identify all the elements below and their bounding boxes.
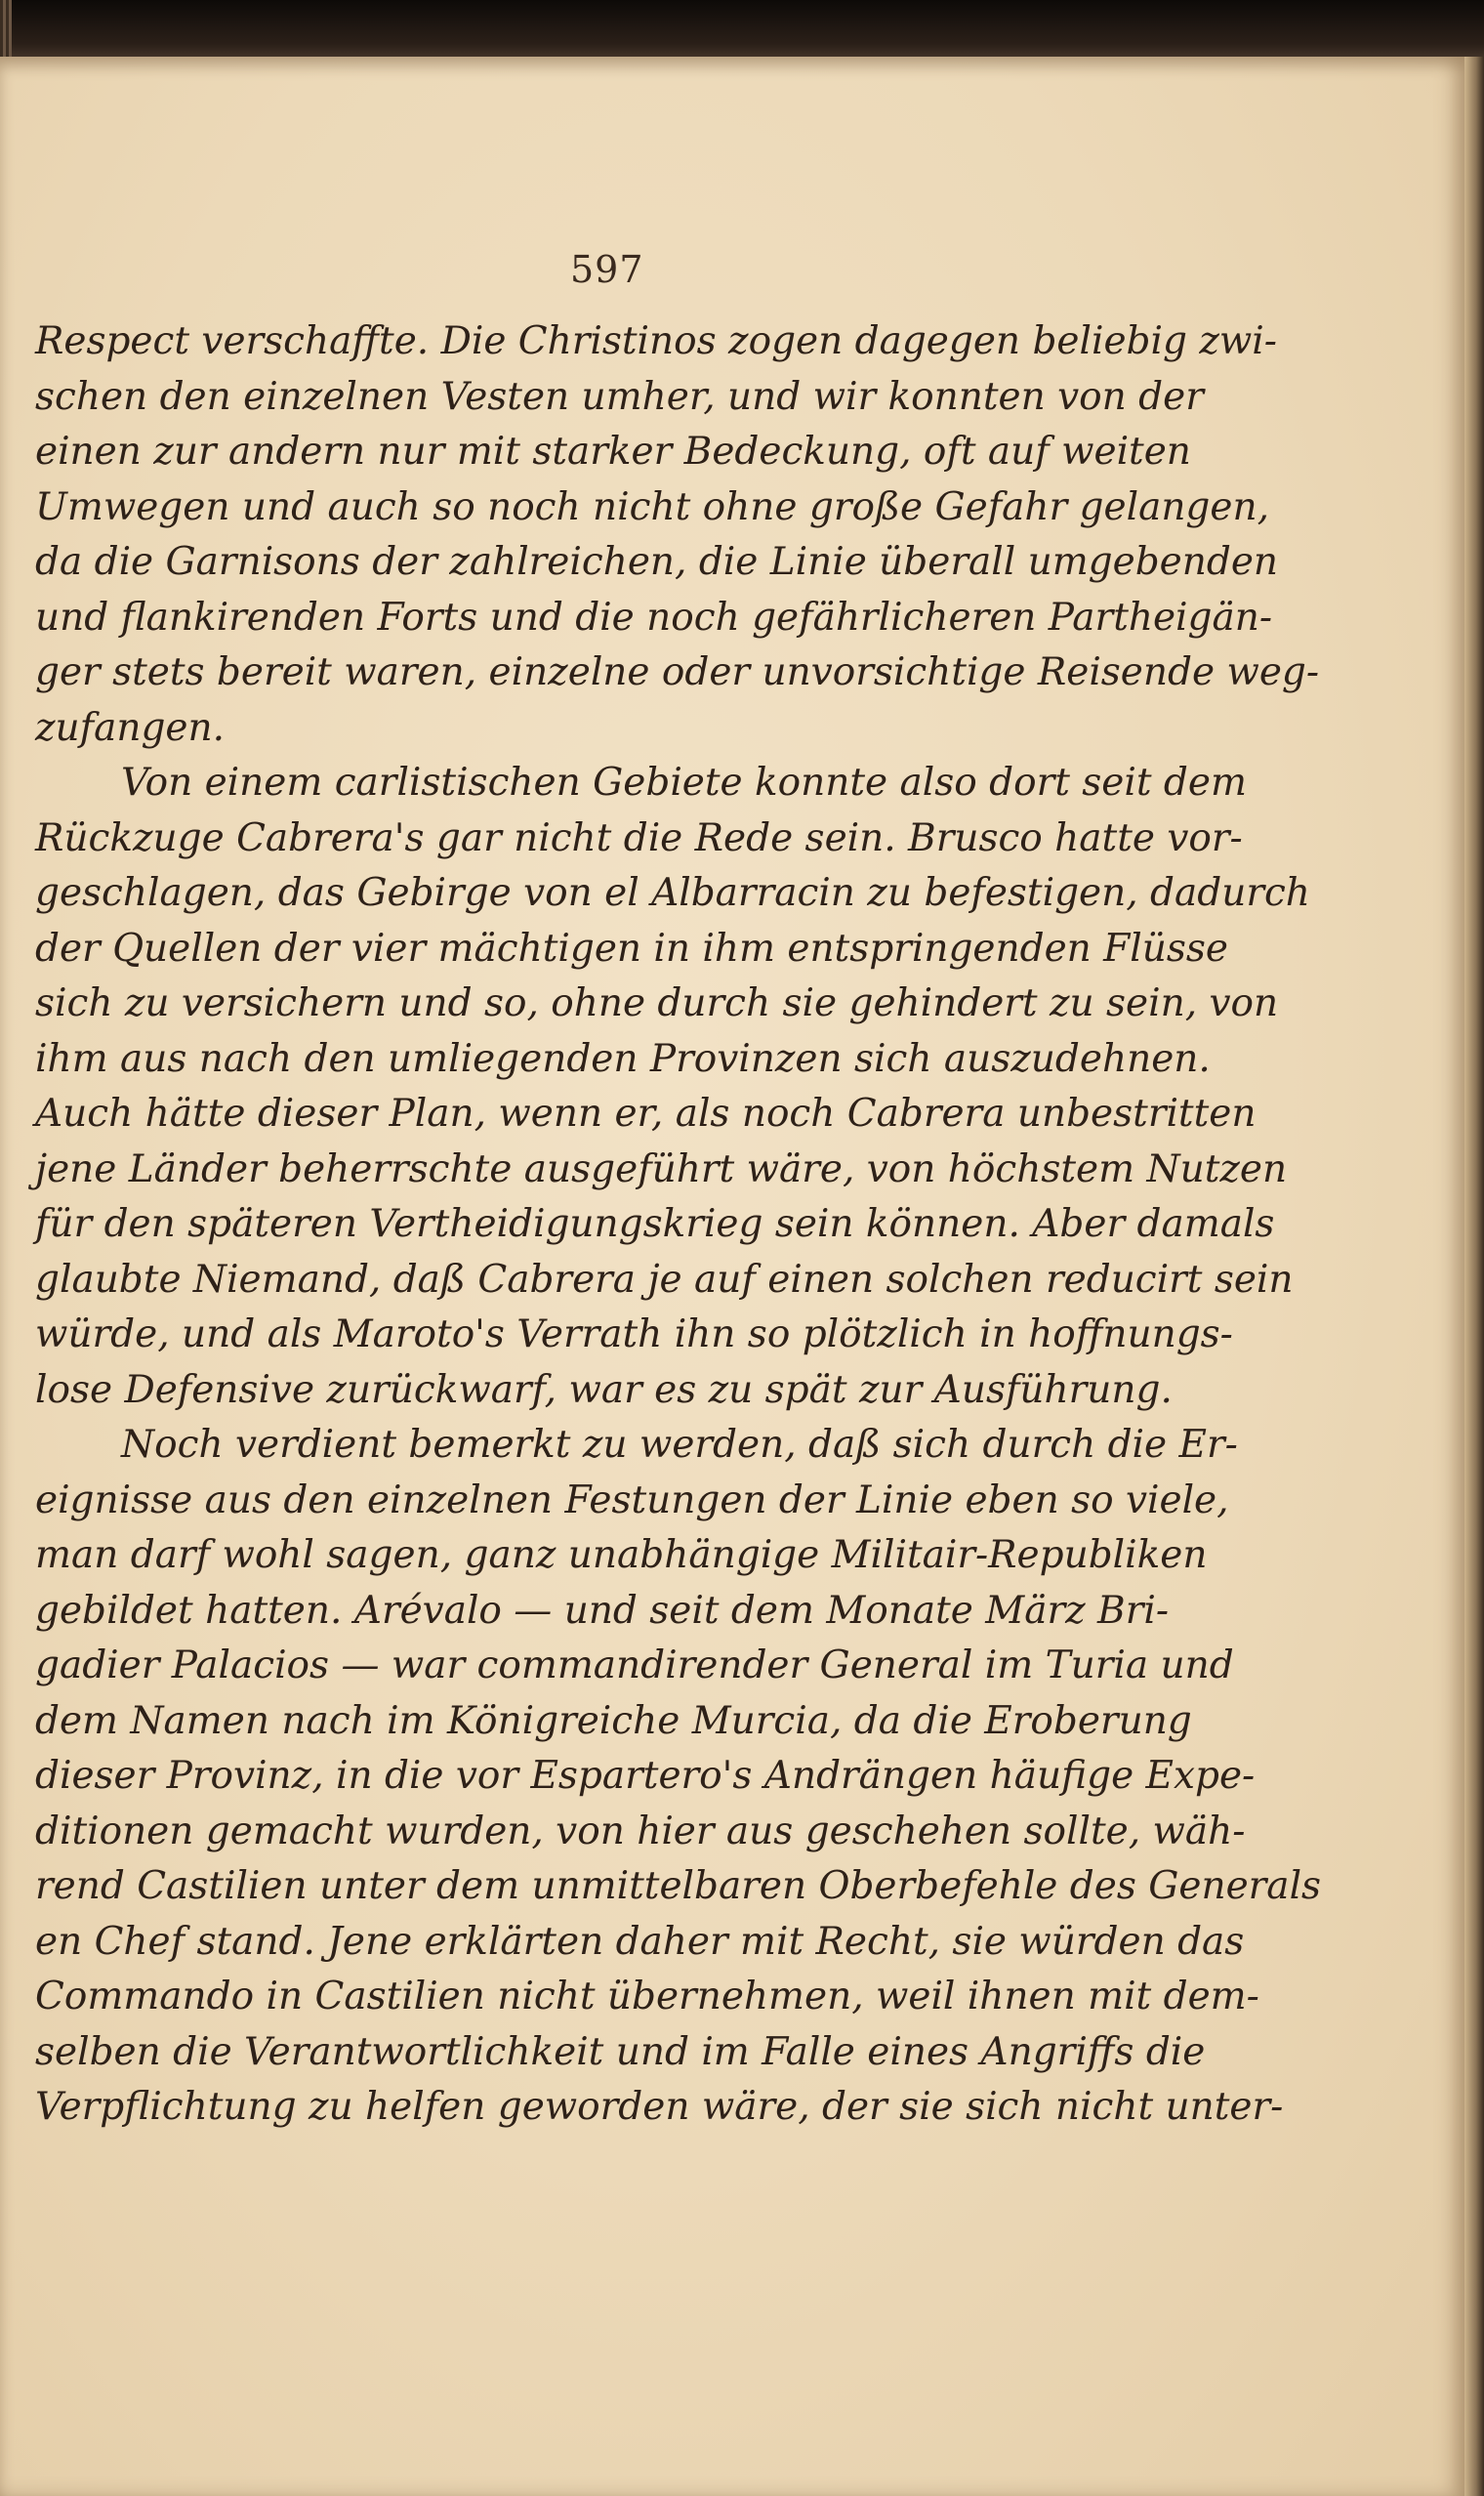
text-line: da die Garnisons der zahlreichen, die Linie überall umgebenden [35,540,1279,584]
text-line: en Chef stand. Jene erklärten daher mit Recht, sie würden das [35,1919,1245,1964]
text-line: schen den einzelnen Vesten umher, und wir konnten von der [35,374,1204,419]
text-line: Umwegen und auch so noch nicht ohne große Gefahr gelangen, [35,484,1269,529]
text-line: Commando in Castilien nicht übernehmen, weil ihnen mit dem- [35,1975,1259,2018]
page-number: 597 [570,248,644,291]
text-line: selben die Verantwortlichkeit und im Falle eines Angriffs die [35,2029,1206,2074]
text-line: ditionen gemacht wurden, von hier aus geschehen sollte, wäh- [35,1809,1246,1853]
page-edge [1464,57,1484,2496]
book-spine [0,0,12,62]
text-line: rend Castilien unter dem unmittelbaren Oberbefehle des Generals [35,1864,1322,1908]
text-line: gebildet hatten. Arévalo — und seit dem Monate März Bri- [35,1588,1170,1633]
scan-top-border [0,0,1484,62]
text-line: Von einem carlistischen Gebiete konnte also dort seit dem [121,761,1247,805]
text-line: und flankirenden Forts und die noch gefährlicheren Partheigän- [35,595,1273,640]
text-line: lose Defensive zurückwarf, war es zu spät zur Ausführung. [35,1367,1173,1412]
text-line: sich zu versichern und so, ohne durch sie gehindert zu sein, von [35,981,1279,1025]
text-line: einen zur andern nur mit starker Bedeckung, oft auf weiten [35,430,1191,474]
text-line: ger stets bereit waren, einzelne oder unvorsichtige Reisende weg- [35,650,1320,694]
text-line: ihm aus nach den umliegenden Provinzen sich auszudehnen. [35,1036,1211,1081]
text-line: Auch hätte dieser Plan, wenn er, als noch Cabrera unbestritten [35,1092,1257,1136]
text-line: dem Namen nach im Königreiche Murcia, da die Eroberung [35,1698,1192,1743]
text-line: Rückzuge Cabrera's gar nicht die Rede sein. Brusco hatte vor- [35,815,1243,860]
text-line: glaubte Niemand, daß Cabrera je auf einen solchen reducirt sein [35,1257,1294,1302]
text-line: Noch verdient bemerkt zu werden, daß sich durch die Er- [121,1423,1238,1467]
text-line: dieser Provinz, in die vor Espartero's Andrängen häufige Expe- [35,1754,1256,1798]
text-line: geschlagen, das Gebirge von el Albarracin zu befestigen, dadurch [35,871,1310,915]
text-line: Verpflichtung zu helfen geworden wäre, der sie sich nicht unter- [35,2085,1284,2129]
text-line: gadier Palacios — war commandirender General im Turia und [35,1643,1234,1687]
text-line: der Quellen der vier mächtigen in ihm entspringenden Flüsse [35,926,1228,971]
text-line: für den späteren Vertheidigungskrieg sein können. Aber damals [35,1202,1275,1246]
text-line: man darf wohl sagen, ganz unabhängige Militair-Republiken [35,1533,1208,1577]
text-line: jene Länder beherrschte ausgeführt wäre, von höchstem Nutzen [35,1146,1288,1191]
body-text [35,314,1322,2136]
text-line: Respect verschaffte. Die Christinos zogen dagegen beliebig zwi- [35,319,1277,363]
text-line: eignisse aus den einzelnen Festungen der Linie eben so viele, [35,1477,1229,1522]
text-line: würde, und als Maroto's Verrath ihn so plötzlich in hoffnungs- [35,1312,1233,1356]
text-line: zufangen. [35,705,226,750]
